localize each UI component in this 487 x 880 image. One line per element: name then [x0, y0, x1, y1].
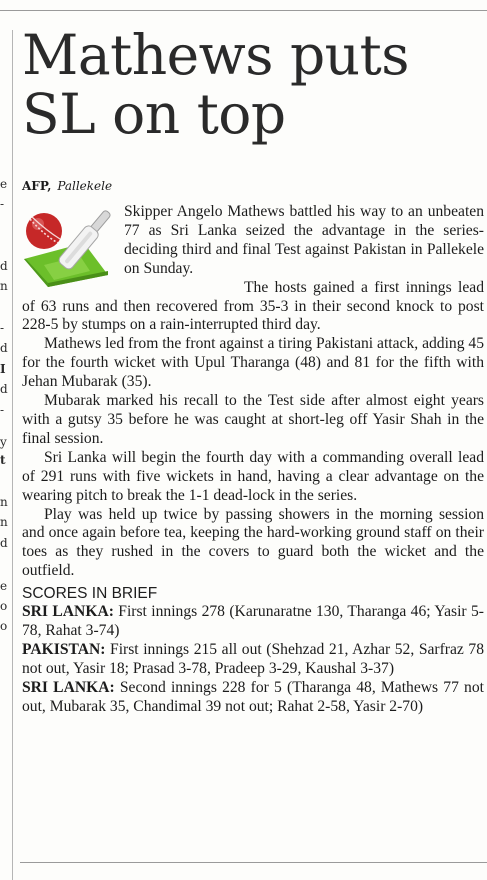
- margin-fragment: I: [0, 362, 6, 376]
- score-text: First innings 215 all out (Shehzad 21, Azhar 52, Sarfraz 78 not out, Yasir 18; Prasad 3-78, Pradeep 3-29, Kaushal 3-37): [22, 640, 484, 677]
- score-team: SRI LANKA:: [22, 678, 115, 696]
- bottom-rule: [20, 862, 487, 863]
- column-divider: [12, 30, 13, 880]
- byline-place: Pallekele: [57, 179, 113, 193]
- score-team: PAKISTAN:: [22, 640, 106, 658]
- score-text: First innings 278 (Karunaratne 130, Tharanga 46; Yasir 5-78, Rahat 3-74): [22, 603, 484, 640]
- margin-fragment: e: [0, 579, 8, 593]
- score-entry: [22, 679, 484, 717]
- paragraph: Sri Lanka will begin the fourth day with a commanding overall lead of 291 runs with five wickets in hand, having a clear advantage on the wearing pitch to break the 1-1 dead-lock in the series.: [22, 448, 484, 504]
- byline-agency: AFP,: [22, 179, 52, 193]
- margin-fragment: d: [0, 259, 8, 273]
- margin-fragment: t: [0, 453, 6, 467]
- score-entry: [22, 641, 484, 679]
- paragraph: Mathews led from the front against a tiring Pakistani attack, adding 45 for the fourth wicket with Upul Tharanga (48) and 81 for the fifth with Jehan Mubarak (35).: [22, 335, 484, 391]
- score-team: SRI LANKA:: [22, 603, 114, 621]
- paragraph: Play was held up twice by passing showers in the morning session and once again before tea, keeping the hard-working ground staff on their toes as they rushed in the covers to guard both the wicket and the outfield.: [22, 505, 484, 580]
- paragraph: Mubarak marked his recall to the Test side after almost eight years with a gutsy 35 before he was caught at short-leg off Yasir Shah in the final session.: [22, 392, 484, 447]
- margin-fragment: d: [0, 341, 8, 355]
- margin-fragment: n: [0, 279, 8, 293]
- margin-fragment: o: [0, 599, 8, 613]
- margin-fragment: n: [0, 515, 8, 529]
- margin-fragment: y: [0, 435, 7, 449]
- paragraph: The hosts gained a first innings lead of 63 runs and then recovered from 35-3 in their second knock to post 228-5 by stumps on a rain-interrupted third day.: [22, 278, 484, 334]
- article: [22, 23, 484, 717]
- margin-fragment: -: [0, 321, 5, 335]
- top-rule: [0, 10, 487, 11]
- margin-fragment: -: [0, 403, 5, 417]
- paragraph: Skipper Angelo Mathews battled his way to an unbeaten 77 as Sri Lanka seized the advantage in the series-deciding third and final Test against Pakistan in Pallekele on Sunday.: [124, 203, 484, 277]
- margin-fragment: n: [0, 495, 8, 509]
- cricket-ball-and-bat-icon: [22, 205, 116, 287]
- scores-heading: SCORES IN BRIEF: [22, 585, 158, 603]
- score-entry: [22, 603, 484, 641]
- article-body: [22, 203, 484, 581]
- margin-fragment: d: [0, 536, 8, 550]
- byline: [22, 178, 484, 194]
- score-text: Second innings 228 for 5 (Tharanga 48, Mathews 77 not out, Mubarak 35, Chandimal 39 not out; Rahat 2-58, Yasir 2-70): [22, 678, 484, 715]
- margin-fragment: o: [0, 619, 8, 633]
- margin-fragment: d: [0, 382, 8, 396]
- margin-fragment: e: [0, 177, 8, 191]
- scores-list: [22, 603, 484, 716]
- headline: Mathews puts SL on top: [22, 23, 409, 146]
- margin-fragment: -: [0, 197, 5, 211]
